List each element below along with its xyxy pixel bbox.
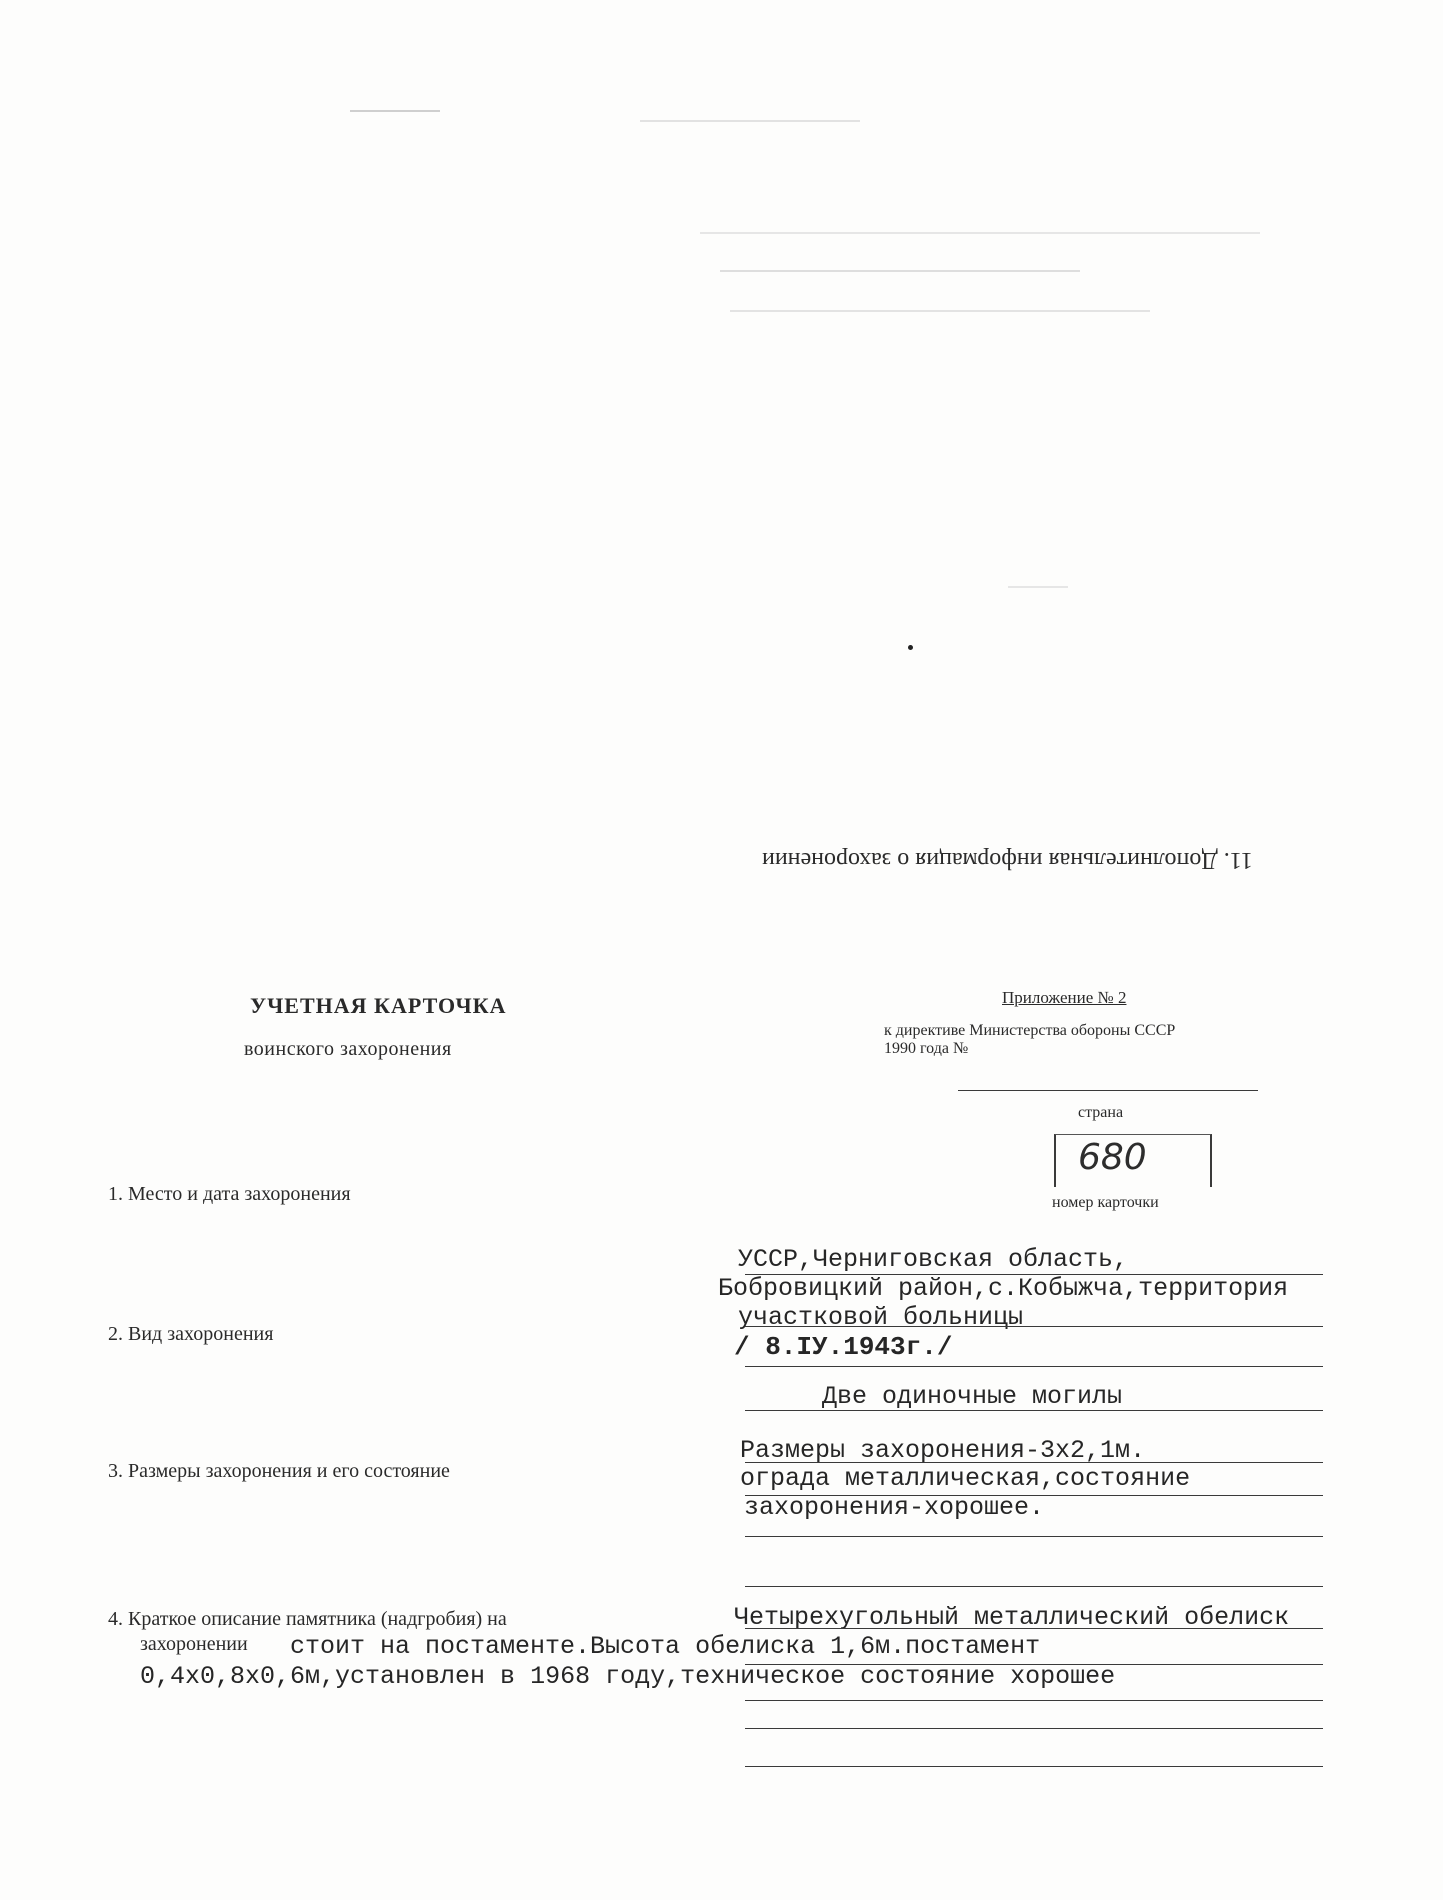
field-4-label-cont: захоронении — [140, 1633, 248, 1655]
directive-line: к директиве Министерства обороны СССР — [884, 1022, 1176, 1039]
field-3-value-line3: захоронения-хорошее. — [744, 1493, 1045, 1522]
bleed-through-mark — [720, 270, 1080, 272]
field-2-line — [745, 1410, 1323, 1411]
field-4-line — [745, 1700, 1323, 1701]
field-1-label: 1. Место и дата захоронения — [108, 1183, 351, 1205]
field-1-line — [745, 1326, 1323, 1327]
field-4-value-line3: 0,4х0,8х0,6м,установлен в 1968 году,техническое состояние хорошее — [140, 1662, 1116, 1691]
field-4-value-line1: Четырехугольный металлический обелиск — [734, 1603, 1290, 1632]
bleed-through-mark — [640, 120, 860, 122]
card-title: УЧЕТНАЯ КАРТОЧКА — [250, 993, 507, 1018]
field-3-line — [745, 1536, 1323, 1537]
card-number-label: номер карточки — [1052, 1194, 1159, 1211]
field-1-date: / 8.IУ.1943г./ — [734, 1332, 953, 1362]
country-label: страна — [1078, 1104, 1124, 1121]
field-1-value-line2: Бобровицкий район,с.Кобыжча,территория — [718, 1274, 1289, 1303]
field-4-value-line2: стоит на постаменте.Высота обелиска 1,6м.постамент — [290, 1632, 1041, 1661]
field-2-value: Две одиночные могилы — [822, 1382, 1123, 1411]
field-1-value-line3: участковой больницы — [738, 1303, 1024, 1332]
field-4-line — [745, 1728, 1323, 1729]
field-3-label: 3. Размеры захоронения и его состояние — [108, 1460, 450, 1482]
field-3-value-line2: ограда металлическая,состояние — [740, 1464, 1191, 1493]
field-4-line — [745, 1628, 1323, 1629]
field-4-label: 4. Краткое описание памятника (надгробия) на — [108, 1608, 507, 1630]
field-3-line — [745, 1586, 1323, 1587]
bleed-through-mark — [1008, 586, 1068, 588]
bleed-through-mark — [350, 110, 440, 112]
specks — [908, 645, 913, 650]
bleed-through-mark — [730, 310, 1150, 312]
field-3-value-line1: Размеры захоронения-3х2,1м. — [740, 1436, 1146, 1465]
card-number: 680 — [1078, 1137, 1147, 1178]
appendix-label: Приложение № 2 — [1002, 988, 1127, 1007]
field-4-line — [745, 1766, 1323, 1767]
field-1-line — [745, 1366, 1323, 1367]
field-1-value-line1: УССР,Черниговская область, — [738, 1245, 1129, 1274]
field-3-line — [745, 1462, 1323, 1463]
country-line — [958, 1090, 1258, 1091]
bleed-through-mark — [700, 232, 1260, 234]
directive-year: 1990 года № — [884, 1040, 969, 1057]
reverse-side-heading: 11. Дополнительная информация о захоронении — [762, 847, 1253, 873]
card-number-box — [1054, 1134, 1212, 1187]
card-subtitle: воинского захоронения — [244, 1038, 452, 1060]
field-2-label: 2. Вид захоронения — [108, 1323, 274, 1345]
